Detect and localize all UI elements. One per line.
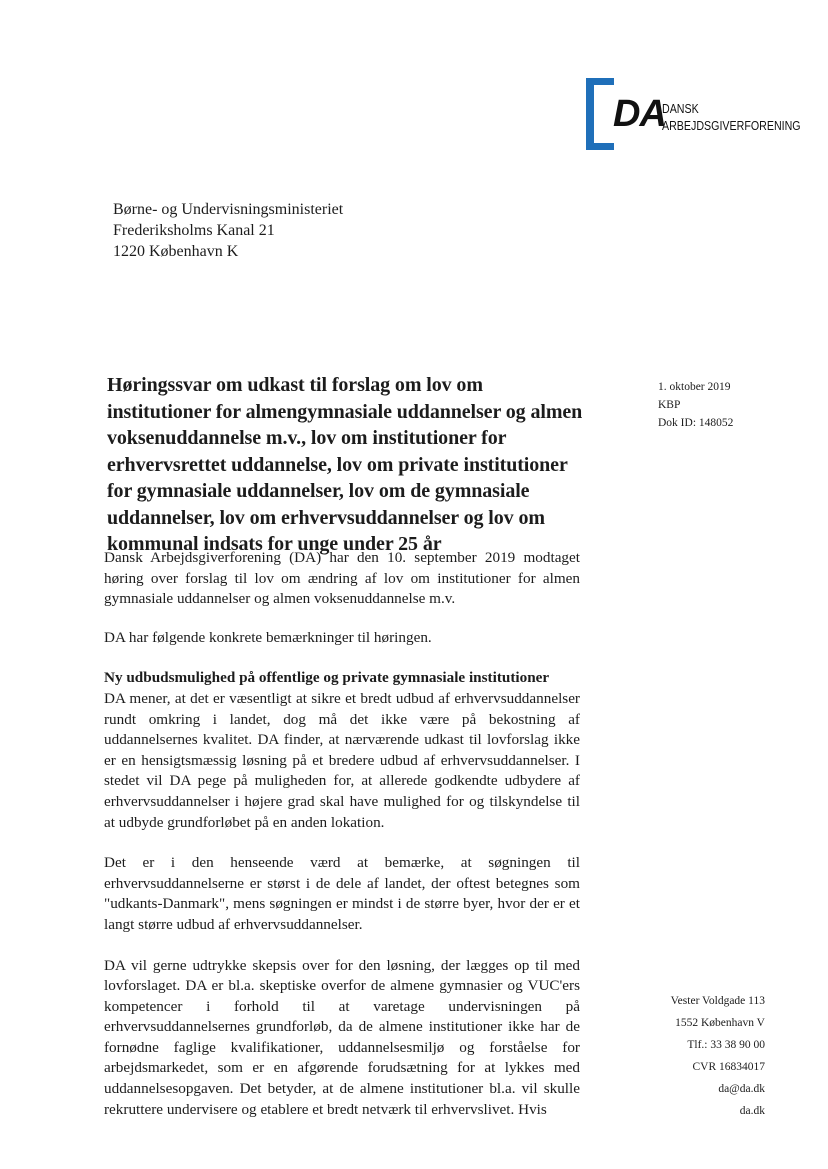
author-initials: KBP	[658, 399, 681, 411]
paragraph-intro: Dansk Arbejdsgiverforening (DA) har den 10. september 2019 modtaget høring over forslag til lov om ændring af lov om institutioner for almen gymnasiale uddannelser og almen voksenuddannelse m.v.	[104, 549, 580, 608]
paragraph-remarks: DA har følgende konkrete bemærkninger til høringen.	[104, 628, 432, 646]
recipient-line1: Børne- og Undervisningsministeriet	[113, 201, 344, 218]
logo-name-line2: ARBEJDSGIVERFORENING	[662, 118, 801, 133]
sender-cvr: CVR 16834017	[692, 1061, 765, 1073]
sender-address	[671, 990, 765, 1122]
sender-street: Vester Voldgade 113	[670, 995, 765, 1007]
document-meta	[658, 378, 733, 432]
letter-body	[104, 548, 580, 1120]
letter-date: 1. oktober 2019	[658, 381, 731, 393]
paragraph-skepticism: DA vil gerne udtrykke skepsis over for den løsning, der lægges op til med lovforslaget. DA er bl.a. skeptiske overfor de almene gymnasier og VUC'ers kompetencer i forhold til at varetage undervisningen på erhvervsuddannelsernes grundforløb, da de almene institutioner ikke har de fornødne faglige kvalifikationer, uddannelsesmiljø og forståelse for arbejdsmarkedet, som er en afgørende forudsætning for at lykkes med uddannelsesopgaven. Det betyder, at de almene institutioner bl.a. vil skulle rekruttere undervisere og etablere et bredt netværk til erhvervslivet. Hvis	[104, 956, 580, 1118]
doc-id: Dok ID: 148052	[658, 417, 734, 429]
logo-name-line1: DANSK	[662, 101, 699, 116]
logo-name	[662, 100, 801, 134]
letter-heading: Høringssvar om udkast til forslag om lov om institutioner for almengymnasiale uddannelser og almen voksenuddannelse m.v., lov om institutioner for erhvervsrettet uddannelse, lov om private institutioner for gymnasiale uddannelser, lov om de gymnasiale uddannelser, lov om erhvervsuddannelser og lov om kommunal indsats for unge under 25 år	[107, 374, 583, 555]
recipient-address	[113, 199, 343, 262]
sender-city: 1552 København V	[675, 1017, 765, 1029]
recipient-line3: 1220 København K	[113, 243, 239, 260]
recipient-line2: Frederiksholms Kanal 21	[113, 222, 275, 239]
section-subheading: Ny udbudsmulighed på offentlige og private gymnasiale institutioner	[104, 669, 550, 687]
sender-phone: Tlf.: 33 38 90 00	[687, 1039, 765, 1051]
sender-website[interactable]: da.dk	[739, 1105, 765, 1117]
logo-mark: DA	[613, 93, 666, 135]
sender-email[interactable]: da@da.dk	[718, 1083, 765, 1095]
paragraph-search: Det er i den henseende værd at bemærke, at søgningen til erhvervsuddannelserne er størst i de dele af landet, der oftest betegnes som "udkants-Danmark", mens søgningen er mindst i de større byer, hvor der er et langt større udbud af erhvervsuddannelser.	[104, 854, 580, 933]
paragraph-offer: DA mener, at det er væsentligt at sikre et bredt udbud af erhvervsuddannelser rundt omkring i landet, dog må det ikke være på bekostning af uddannelsernes kvalitet. DA finder, at nærværende udkast til lovforslag ikke er en hensigtsmæssig løsning på et bredere udbud af erhvervsuddannelser. I stedet vil DA pege på muligheden for, at allerede godkendte udbydere af erhvervsuddannelser i højere grad skal have mulighed for og tilskyndelse til at udbyde grundforløbet på en anden lokation.	[104, 689, 580, 831]
da-logo	[586, 78, 801, 150]
